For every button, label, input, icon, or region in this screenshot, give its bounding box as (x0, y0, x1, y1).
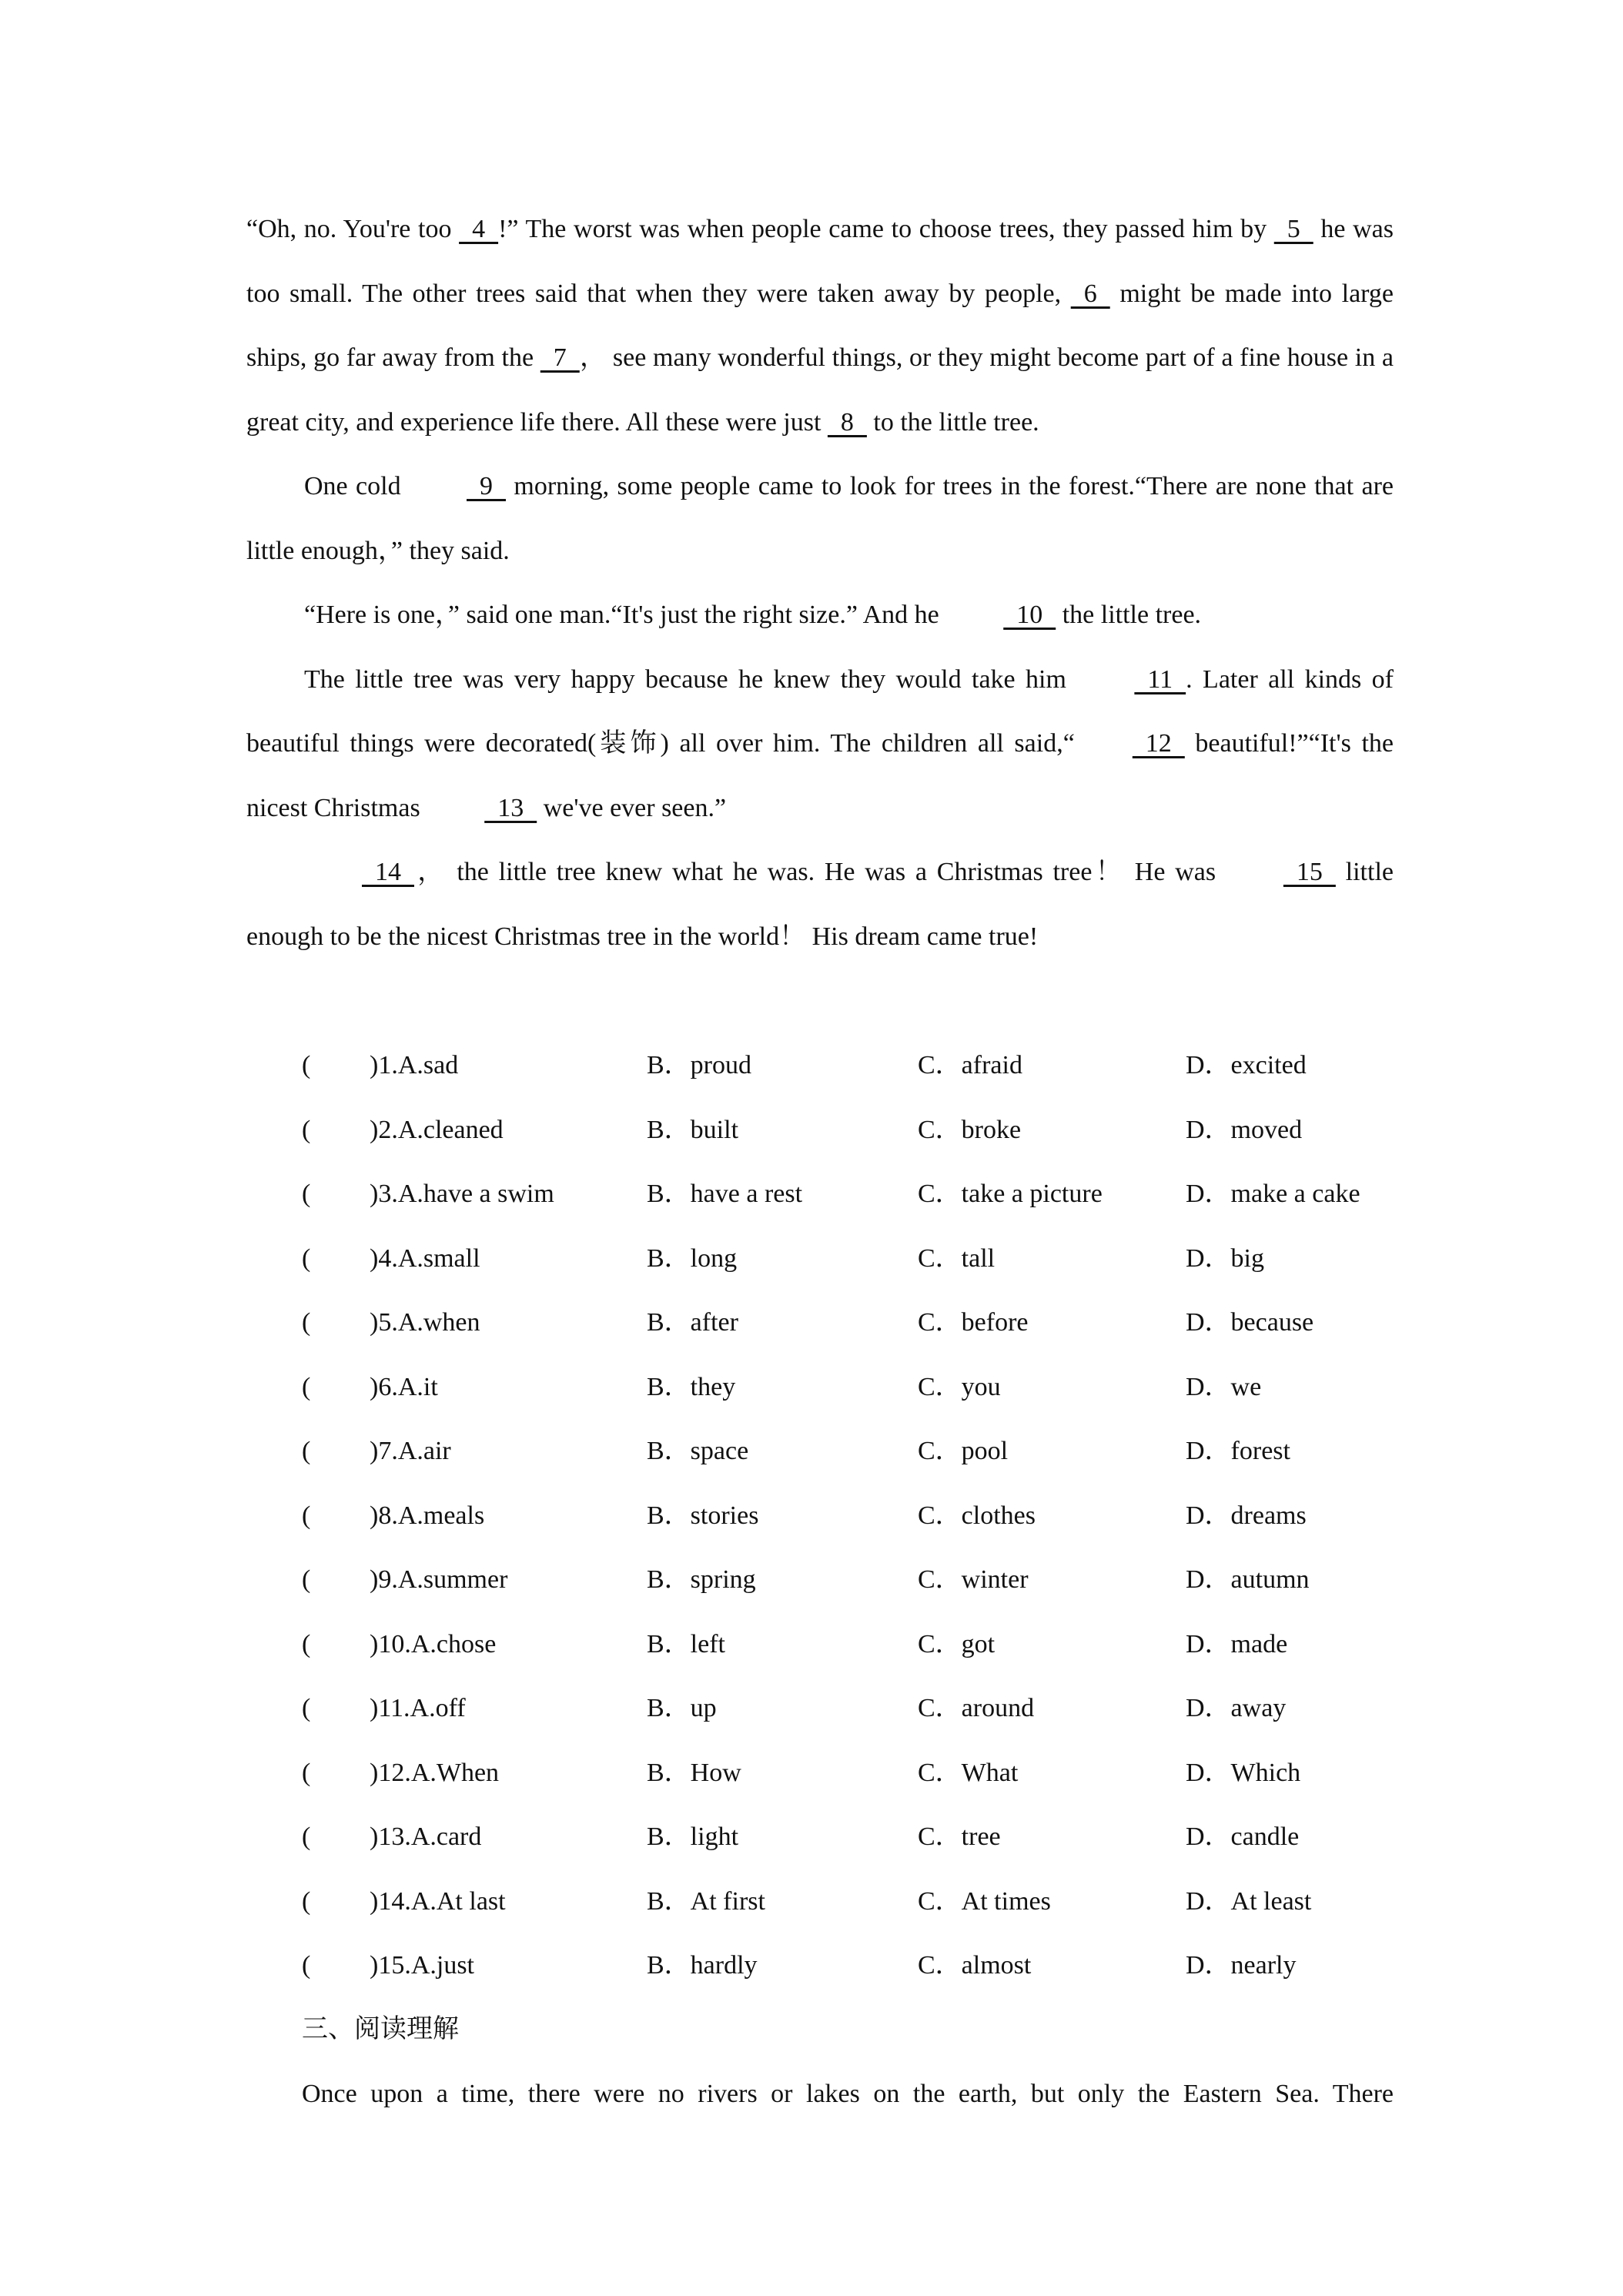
passage-text: might be made into large ships, go far away from the (246, 279, 1394, 372)
answer-paren: ( (302, 1822, 311, 1851)
question-row (302, 1612, 1395, 1677)
question-row (302, 1162, 1395, 1227)
passage-text: . Later all kinds of beautiful things were decorated(装饰) all over him. The children all said,“ (246, 664, 1394, 758)
question-row (302, 1419, 1395, 1484)
option-b: B．hardly (647, 1951, 758, 1980)
blank-10: 10 (1003, 601, 1056, 629)
reading-passage-first-line: Once upon a time, there were no rivers or lakes on the earth, but only the Eastern Sea. There (302, 2080, 1394, 2108)
question-row (302, 1676, 1395, 1741)
option-d: D．make a cake (1186, 1180, 1360, 1208)
option-c: C．broke (918, 1115, 1022, 1144)
passage-paragraph-1 (246, 197, 1394, 454)
passage-text: ， the little tree knew what he was. He was a Christmas tree！ He was (414, 858, 1226, 886)
blank-12: 12 (1132, 729, 1185, 758)
question-row (302, 1290, 1395, 1355)
option-c: C．around (918, 1694, 1035, 1722)
option-b: B．left (647, 1629, 725, 1658)
blank-15: 15 (1283, 858, 1336, 886)
cloze-passage (246, 197, 1394, 969)
question-stem-option-a: )15.A.just (370, 1951, 474, 1980)
question-stem-option-a: )2.A.cleaned (370, 1115, 504, 1144)
option-d: D．dreams (1186, 1501, 1307, 1530)
option-c: C．before (918, 1308, 1029, 1337)
question-stem-option-a: )3.A.have a swim (370, 1180, 554, 1208)
blank-9: 9 (467, 472, 506, 500)
question-stem-option-a: )6.A.it (370, 1372, 438, 1401)
answer-paren: ( (302, 1501, 311, 1530)
question-stem-option-a: )8.A.meals (370, 1501, 485, 1530)
section-heading-reading: 三、阅读理解 (302, 2013, 459, 2044)
passage-text: to the little tree. (866, 407, 1039, 437)
option-b: B．At first (647, 1886, 765, 1916)
option-c: C．tree (918, 1822, 1001, 1851)
option-c: C．take a picture (918, 1180, 1103, 1208)
blank-8: 8 (827, 407, 867, 437)
option-d: D．moved (1186, 1115, 1303, 1144)
option-b: B．after (647, 1308, 738, 1337)
question-row (302, 1805, 1395, 1869)
question-row (302, 1227, 1395, 1291)
question-stem-option-a: )7.A.air (370, 1437, 451, 1465)
blank-4: 4 (459, 215, 499, 243)
passage-paragraph-3 (246, 583, 1394, 648)
option-c: C．afraid (918, 1051, 1022, 1079)
passage-text: morning, some people came to look for trees in the forest.“There are none that are little enough，” they said. (246, 472, 1394, 565)
question-stem-option-a: )4.A.small (370, 1243, 480, 1273)
answer-paren: ( (302, 1308, 311, 1337)
passage-text: The little tree was very happy because he knew they would take him (304, 664, 1077, 694)
passage-text: he was too small. The other trees said that when they were taken away by people, (246, 215, 1394, 308)
option-c: C．winter (918, 1565, 1029, 1594)
passage-text: little enough to be the nicest Christmas tree in the world！ His dream came true! (246, 858, 1394, 951)
passage-text: “Here is one，” said one man.“It's just the right size.” And he (304, 601, 946, 629)
answer-paren: ( (302, 1051, 311, 1079)
blank-6: 6 (1070, 279, 1110, 308)
question-row (302, 1741, 1395, 1806)
option-b: B．spring (647, 1565, 756, 1594)
answer-paren: ( (302, 1758, 311, 1787)
passage-text: we've ever seen.” (537, 793, 727, 822)
option-b: B．proud (647, 1051, 751, 1079)
option-b: B．long (647, 1243, 738, 1273)
option-d: D．autumn (1186, 1565, 1310, 1594)
passage-text: ， see many wonderful things, or they might become part of a fine house in a great city, and experience life there. All these were just (246, 343, 1394, 437)
question-stem-option-a: )1.A.sad (370, 1051, 459, 1079)
question-stem-option-a: )5.A.when (370, 1308, 480, 1337)
option-b: B．they (647, 1372, 736, 1401)
option-c: C．pool (918, 1437, 1009, 1465)
question-stem-option-a: )12.A.When (370, 1758, 500, 1787)
option-b: B．stories (647, 1501, 759, 1530)
question-stem-option-a: )14.A.At last (370, 1886, 506, 1916)
passage-paragraph-4 (246, 648, 1394, 841)
option-d: D．away (1186, 1694, 1287, 1722)
option-c: C．What (918, 1758, 1019, 1787)
option-d: D．we (1186, 1372, 1262, 1401)
question-stem-option-a: )9.A.summer (370, 1565, 508, 1594)
question-stem-option-a: )10.A.chose (370, 1629, 497, 1658)
blank-14: 14 (362, 858, 414, 886)
question-list (302, 1033, 1395, 1998)
blank-11: 11 (1134, 664, 1186, 694)
option-d: D．big (1186, 1243, 1264, 1273)
question-stem-option-a: )13.A.card (370, 1822, 482, 1851)
question-row (302, 1933, 1395, 1998)
option-c: C．you (918, 1372, 1001, 1401)
option-d: D．candle (1186, 1822, 1300, 1851)
question-row (302, 1033, 1395, 1098)
question-row (302, 1484, 1395, 1548)
answer-paren: ( (302, 1372, 311, 1401)
passage-text: the little tree. (1056, 601, 1202, 629)
question-row (302, 1098, 1395, 1163)
option-c: C．got (918, 1629, 996, 1658)
passage-paragraph-2 (246, 454, 1394, 583)
passage-text: !” The worst was when people came to choose trees, they passed him by (498, 215, 1274, 243)
option-c: C．tall (918, 1243, 996, 1273)
blank-5: 5 (1273, 215, 1313, 243)
option-d: D．excited (1186, 1051, 1307, 1079)
answer-paren: ( (302, 1180, 311, 1208)
option-b: B．built (647, 1115, 739, 1144)
answer-paren: ( (302, 1886, 311, 1916)
option-d: D．forest (1186, 1437, 1290, 1465)
option-b: B．How (647, 1758, 741, 1787)
blank-13: 13 (484, 793, 537, 822)
answer-paren: ( (302, 1565, 311, 1594)
question-row (302, 1869, 1395, 1934)
question-stem-option-a: )11.A.off (370, 1694, 466, 1722)
option-d: D．because (1186, 1308, 1314, 1337)
passage-text: “Oh, no. You're too (246, 215, 460, 243)
answer-paren: ( (302, 1437, 311, 1465)
option-d: D．Which (1186, 1758, 1301, 1787)
blank-7: 7 (540, 343, 580, 372)
answer-paren: ( (302, 1243, 311, 1273)
option-d: D．nearly (1186, 1951, 1297, 1980)
option-b: B．space (647, 1437, 749, 1465)
option-d: D．At least (1186, 1886, 1312, 1916)
question-row (302, 1548, 1395, 1612)
question-row (302, 1355, 1395, 1420)
option-c: C．almost (918, 1951, 1032, 1980)
passage-text: One cold (304, 472, 409, 500)
option-b: B．light (647, 1822, 739, 1851)
answer-paren: ( (302, 1115, 311, 1144)
option-c: C．At times (918, 1886, 1051, 1916)
answer-paren: ( (302, 1629, 311, 1658)
option-b: B．up (647, 1694, 717, 1722)
option-d: D．made (1186, 1629, 1288, 1658)
option-c: C．clothes (918, 1501, 1036, 1530)
answer-paren: ( (302, 1694, 311, 1722)
passage-text: beautiful!”“It's the nicest Christmas (246, 729, 1394, 822)
passage-paragraph-5 (246, 840, 1394, 969)
option-b: B．have a rest (647, 1180, 803, 1208)
answer-paren: ( (302, 1951, 311, 1980)
